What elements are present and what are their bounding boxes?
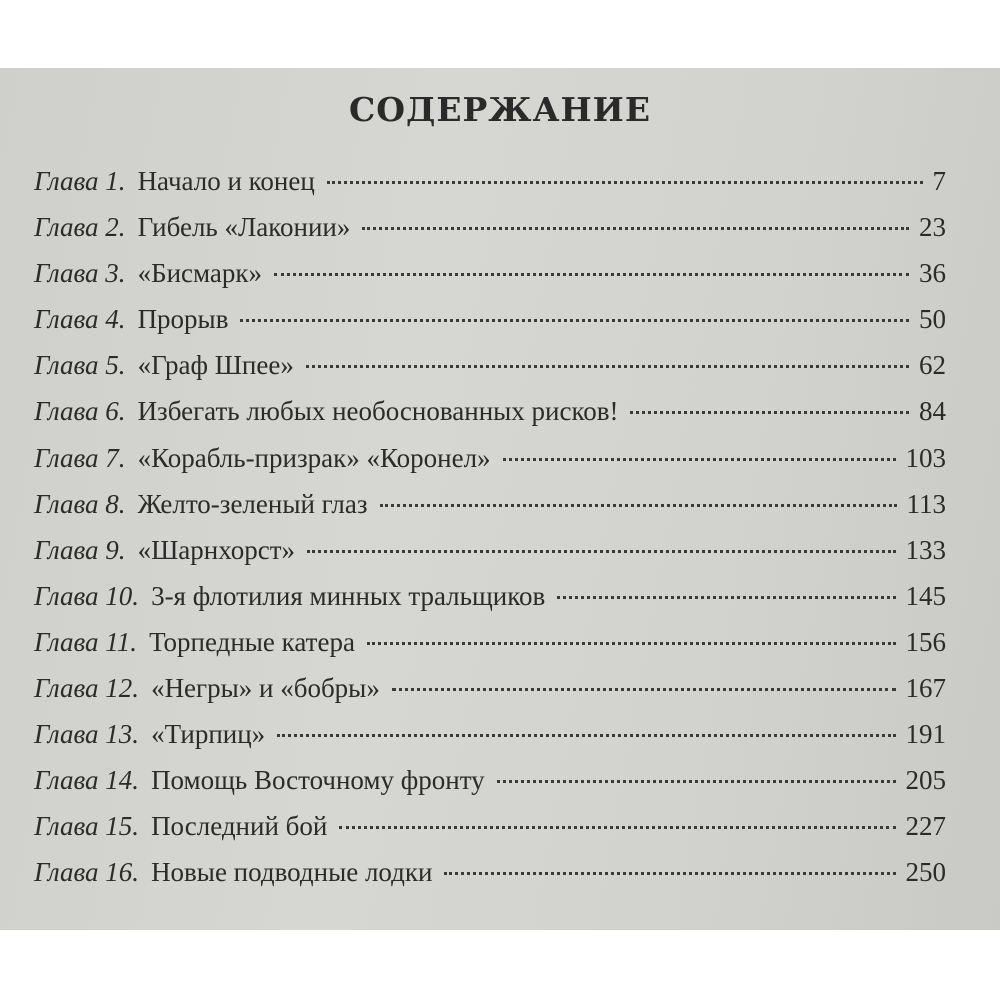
- chapter-label: Глава 9.: [34, 534, 126, 565]
- toc-entry: [34, 443, 946, 489]
- toc-entry: [34, 581, 946, 627]
- page-number: 50: [919, 304, 946, 335]
- toc-entry: [34, 258, 946, 304]
- toc-entry: [34, 719, 946, 765]
- chapter-title: Гибель «Лаконии»: [137, 212, 351, 243]
- chapter-label: Глава 10.: [34, 580, 140, 611]
- chapter-title: Желто-зеленый глаз: [137, 488, 368, 519]
- page-number: 167: [905, 673, 946, 704]
- page-number: 103: [905, 442, 946, 473]
- table-of-contents: [34, 166, 946, 904]
- chapter-label: Глава 11.: [34, 626, 138, 657]
- book-page: [0, 68, 1000, 930]
- dot-leader: [307, 550, 896, 553]
- page-number: 23: [919, 212, 946, 243]
- toc-entry: [34, 857, 946, 903]
- page-number: 113: [906, 488, 946, 519]
- chapter-label: Глава 8.: [34, 488, 126, 519]
- page-number: 250: [905, 857, 946, 888]
- page-number: 36: [919, 258, 946, 289]
- chapter-label: Глава 12.: [34, 673, 140, 704]
- chapter-title: «Корабль-призрак» «Коронел»: [137, 442, 491, 473]
- chapter-title: «Тирпиц»: [151, 719, 266, 750]
- chapter-label: Глава 2.: [34, 212, 126, 243]
- page-title: СОДЕРЖАНИЕ: [348, 90, 651, 129]
- chapter-title: «Бисмарк»: [137, 258, 263, 289]
- toc-entry: [34, 811, 946, 857]
- page-number: 227: [905, 811, 946, 842]
- toc-entry: [34, 673, 946, 719]
- chapter-label: Глава 14.: [34, 765, 140, 796]
- page-number: 62: [919, 350, 946, 381]
- chapter-title: «Граф Шпее»: [137, 350, 294, 381]
- chapter-title: Новые подводные лодки: [151, 857, 433, 888]
- page-number: 145: [905, 580, 946, 611]
- page-number: 7: [932, 166, 946, 196]
- chapter-label: Глава 6.: [34, 396, 126, 427]
- chapter-label: Глава 4.: [34, 304, 126, 335]
- chapter-label: Глава 13.: [34, 719, 140, 750]
- dot-leader: [557, 596, 895, 599]
- toc-entry: [34, 396, 946, 442]
- dot-leader: [327, 181, 923, 184]
- dot-leader: [277, 734, 895, 737]
- chapter-label: Глава 3.: [34, 258, 126, 289]
- chapter-title: Последний бой: [151, 811, 328, 842]
- toc-entry: [34, 627, 946, 673]
- chapter-title: Торпедные катера: [149, 626, 355, 657]
- page-number: 205: [905, 765, 946, 796]
- page-number: 156: [905, 626, 946, 657]
- toc-entry: [34, 350, 946, 396]
- dot-leader: [339, 826, 895, 829]
- dot-leader: [497, 780, 896, 783]
- toc-entry: [34, 166, 946, 212]
- chapter-label: Глава 7.: [34, 442, 126, 473]
- dot-leader: [306, 365, 909, 368]
- page-number: 191: [905, 719, 946, 750]
- chapter-label: Глава 5.: [34, 350, 126, 381]
- toc-entry: [34, 765, 946, 811]
- chapter-title: Помощь Восточному фронту: [151, 765, 485, 796]
- dot-leader: [367, 642, 896, 645]
- toc-entry: [34, 535, 946, 581]
- dot-leader: [503, 458, 896, 461]
- toc-entry: [34, 212, 946, 258]
- toc-entry: [34, 304, 946, 350]
- dot-leader: [240, 319, 909, 322]
- chapter-title: «Негры» и «бобры»: [151, 673, 380, 704]
- chapter-title: 3-я флотилия минных тральщиков: [151, 580, 546, 611]
- dot-leader: [380, 504, 897, 507]
- toc-entry: [34, 489, 946, 535]
- dot-leader: [630, 411, 909, 414]
- page-number: 84: [919, 396, 946, 427]
- chapter-title: Избегать любых необоснованных рисков!: [137, 396, 619, 427]
- page-number: 133: [905, 534, 946, 565]
- dot-leader: [362, 227, 909, 230]
- chapter-title: Прорыв: [137, 304, 229, 335]
- chapter-label: Глава 15.: [34, 811, 140, 842]
- chapter-label: Глава 1.: [34, 166, 126, 196]
- chapter-title: «Шарнхорст»: [137, 534, 295, 565]
- dot-leader: [274, 273, 909, 276]
- dot-leader: [392, 688, 896, 691]
- chapter-title: Начало и конец: [137, 166, 315, 196]
- dot-leader: [444, 872, 895, 875]
- chapter-label: Глава 16.: [34, 857, 140, 888]
